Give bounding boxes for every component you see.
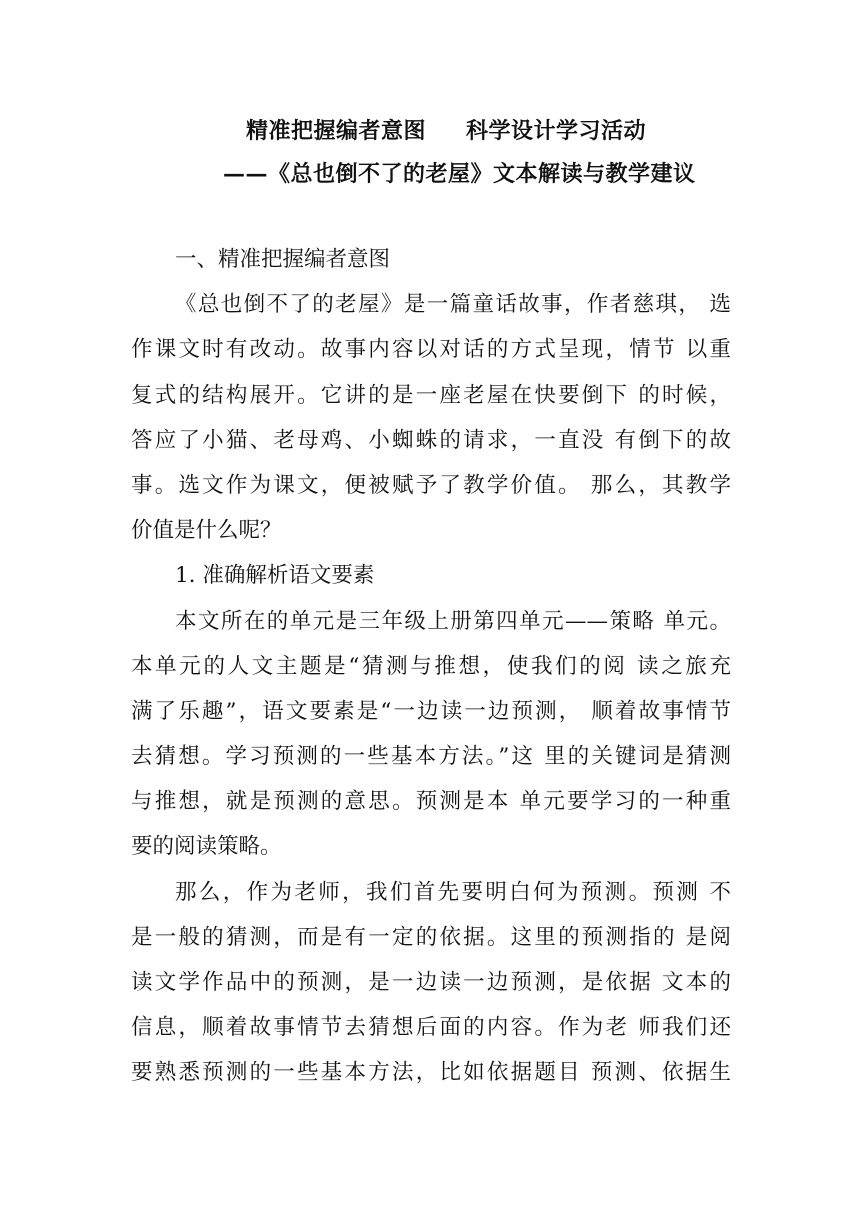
paragraph-line: 那么，作为老师，我们首先要明白何为预测。预测 不 xyxy=(175,879,731,905)
paragraph-line: 价值是什么呢？ xyxy=(131,518,282,544)
paragraph-line: 作课文时有改动。故事内容以对话的方式呈现，情节 以重 xyxy=(131,337,731,363)
paragraph-line: 信息，顺着故事情节去猜想后面的内容。作为老 师我们还 xyxy=(131,1015,731,1041)
body-text xyxy=(131,237,731,1096)
paragraph-line: 本文所在的单元是三年级上册第四单元——策略 单元。 xyxy=(175,608,731,634)
paragraph-line: 要的阅读策略。 xyxy=(131,834,282,860)
subtitle: ——《总也倒不了的老屋》文本解读与教学建议 xyxy=(223,161,696,187)
paragraph-line: 要熟悉预测的一些基本方法，比如依据题目 预测、依据生 xyxy=(131,1060,731,1086)
paragraph-line: 复式的结构展开。它讲的是一座老屋在快要倒下 的时候， xyxy=(131,382,731,408)
paragraph-line: 本单元的人文主题是“猜测与推想，使我们的阅 读之旅充 xyxy=(131,653,731,679)
title-part-one: 精准把握编者意图 xyxy=(246,118,427,144)
paragraph-line: 读文学作品中的预测，是一边读一边预测，是依据 文本的 xyxy=(131,970,731,995)
section-heading: 一、精准把握编者意图 xyxy=(175,247,391,272)
paragraph-line: 去猜想。学习预测的一些基本方法。”这 里的关键词是猜测 xyxy=(131,744,731,770)
paragraph-line: 《总也倒不了的老屋》是一篇童话故事，作者慈琪， 选 xyxy=(175,292,731,318)
paragraph-line: 事。选文作为课文，便被赋予了教学价值。 那么，其教学 xyxy=(131,472,731,498)
paragraph-line: 与推想，就是预测的意思。预测是本 单元要学习的一种重 xyxy=(131,789,731,815)
paragraph-line: 答应了小猫、老母鸡、小蜘蛛的请求，一直没 有倒下的故 xyxy=(131,427,731,453)
paragraph-line: 满了乐趣”，语文要素是“一边读一边预测， 顺着故事情节 xyxy=(131,698,731,724)
subsection-heading: 1. 准确解析语文要素 xyxy=(175,563,375,589)
title-part-two: 科学设计学习活动 xyxy=(466,118,647,144)
paragraph-line: 是一般的猜测，而是有一定的依据。这里的预测指的 是阅 xyxy=(131,924,731,950)
